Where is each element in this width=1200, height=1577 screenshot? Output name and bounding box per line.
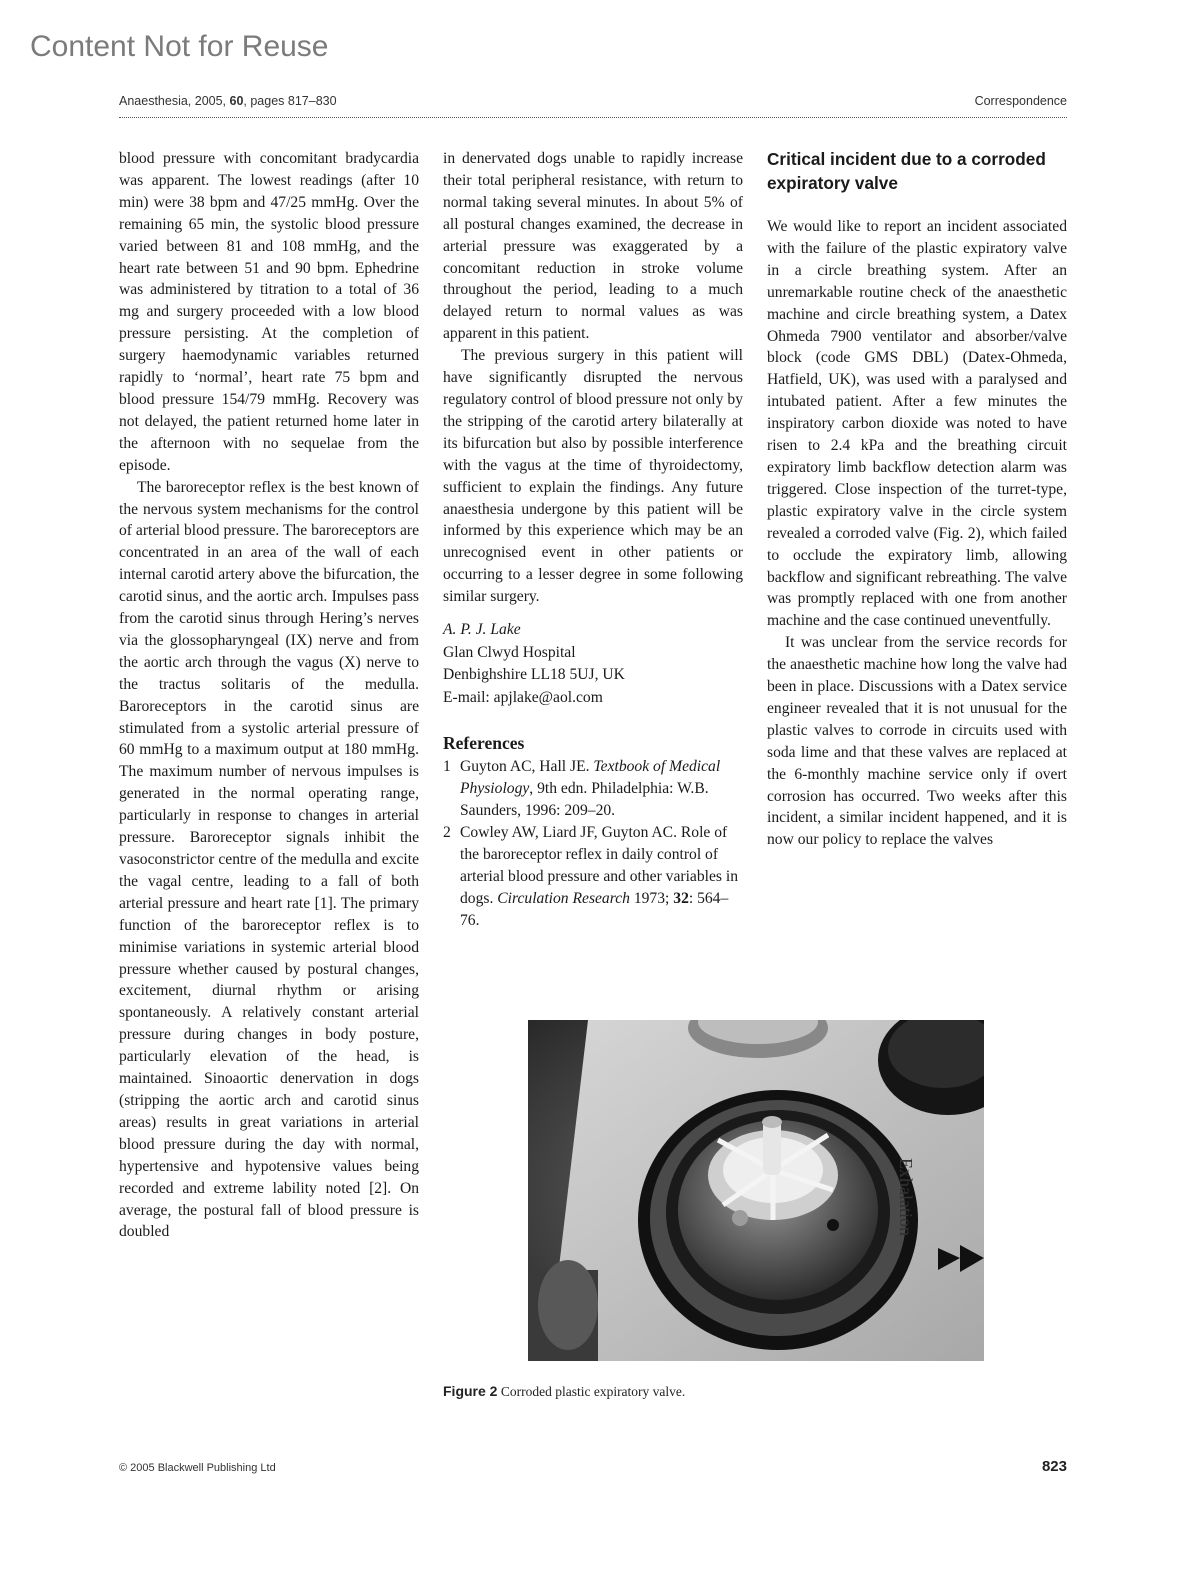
caption-label: Figure 2 <box>443 1383 498 1399</box>
journal-citation: Anaesthesia, 2005, 60, pages 817–830 <box>119 94 337 108</box>
paragraph: The baroreceptor reflex is the best known of the nervous system mechanisms for the control of arterial blood pressure. The baroreceptors are concentrated in an area of the wall of each internal carotid artery above the bifurcation, the carotid sinus, and the aortic arch. Impulses pass from the carotid sinus through Hering’s nerves via the glossopharyngeal (IX) nerve and from the aortic arch through the vagus (X) nerve to the tractus solitaris of the medulla. Baroreceptors in the carotid sinus are stimulated from a systolic arterial pressure of 60 mmHg to a maximum output at 180 mmHg. The maximum number of nervous impulses is generated in the normal operating range, particularly in response to changes in arterial pressure. Baroreceptor signals inhibit the vasoconstrictor centre of the medulla and excite the vagal centre, leading to a fall of both arterial pressure and heart rate [1]. The primary function of the baroreceptor reflex is to minimise variations in systemic arterial blood pressure whether caused by postural changes, excitement, diurnal rhythm or arising spontaneously. A relatively constant arterial pressure during changes in body posture, particularly elevation of the head, is maintained. Sinoaortic denervation in dogs (stripping the aortic arch and carotid sinus areas) results in great variations in arterial blood pressure during the day with normal, hypertensive and hypotensive values being recorded and extreme lability noted [2]. On average, the postural fall of blood pressure is doubled <box>119 478 419 1241</box>
caption-text: Corroded plastic expiratory valve. <box>497 1384 686 1399</box>
figure-caption <box>443 1383 685 1400</box>
header-rule <box>119 117 1067 118</box>
paragraph: We would like to report an incident associated with the failure of the plastic expiratory valve in a circle breathing system. After an unremarkable routine check of the anaesthetic machine and circle breathing system, a Datex Ohmeda 7900 ventilator and absorber/valve block (code GMS DBL) (Datex-Ohmeda, Hatfield, UK), was used with a paralysed and intubated patient. After a few minutes the inspiratory carbon dioxide was noted to have risen to 2.4 kPa and the breathing circuit expiratory limb backflow detection alarm was triggered. Close inspection of the turret-type, plastic expiratory valve in the circle system revealed a corroded valve (Fig. 2), which failed to occlude the expiratory limb, allowing backflow and significant rebreathing. The valve was promptly replaced with one from another machine and the case continued uneventfully. <box>767 218 1067 630</box>
paragraph: It was unclear from the service records for the anaesthetic machine how long the valve had been in place. Discussions with a Datex service engineer revealed that it is not unusual for the plastic valves to corrode in circuits used with soda lime and that these valves are replaced at the 6-monthly machine service only if overt corrosion has occurred. Two weeks after this incident, a similar incident happened, and it is now our policy to replace the valves <box>767 634 1067 849</box>
watermark: Content Not for Reuse <box>30 30 329 63</box>
paragraph: in denervated dogs unable to rapidly increase their total peripheral resistance, with return to normal taking several minutes. In about 5% of all postural changes examined, the decrease in arterial pressure was exaggerated by a concomitant reduction in stroke volume throughout the period, leading to a much delayed return to normal values as was apparent in this patient. <box>443 150 743 343</box>
page-number: 823 <box>1041 1458 1067 1475</box>
references-heading: References <box>443 733 525 754</box>
reference-number: 1 <box>443 758 451 776</box>
author-location: Denbighshire LL18 5UJ, UK <box>443 666 625 684</box>
paragraph: blood pressure with concomitant bradycardia was apparent. The lowest readings (after 10 min) were 38 bpm and 47/25 mmHg. Over the remaining 65 min, the systolic blood pressure varied between 81 and 108 mmHg, and the heart rate between 51 and 90 bpm. Ephedrine was administered by titration to a total of 36 mg and surgery proceeded with a low blood pressure persisting. At the completion of surgery haemodynamic variables returned rapidly to ‘normal’, heart rate 75 bpm and blood pressure 154/79 mmHg. Recovery was not delayed, the patient returned home later in the afternoon with no sequelae from the episode. <box>119 150 419 474</box>
valve-photo-illustration <box>528 1020 984 1361</box>
column-1 <box>119 148 419 1243</box>
author-email[interactable]: E-mail: apjlake@aol.com <box>443 688 603 706</box>
column-2 <box>443 148 743 932</box>
figure-photo <box>528 1020 984 1361</box>
copyright: © 2005 Blackwell Publishing Ltd <box>119 1462 276 1474</box>
photo-label: Exhalation <box>896 1158 916 1236</box>
reference-item: 1 Guyton AC, Hall JE. Textbook of Medical Physiology, 9th edn. Philadelphia: W.B. Saunders, 1996: 209–20. <box>443 758 721 820</box>
section-name: Correspondence <box>974 94 1067 108</box>
paragraph: The previous surgery in this patient will have significantly disrupted the nervous regulatory control of blood pressure not only by the stripping of the carotid artery bilaterally at its bifurcation but also by possible interference with the vagus at the time of thyroidectomy, sufficient to explain the findings. Any future anaesthesia undergone by this patient will be informed by this experience which may be an unrecognised event in other patients or occurring to a lesser degree in some following similar surgery. <box>443 347 743 606</box>
author-signature <box>443 619 743 709</box>
column-3 <box>767 148 1067 851</box>
author-affiliation: Glan Clwyd Hospital <box>443 643 576 661</box>
author-name: A. P. J. Lake <box>443 621 521 639</box>
reference-number: 2 <box>443 824 451 842</box>
article-title: Critical incident due to a corroded expiratory valve <box>767 149 1046 193</box>
reference-item: 2 Cowley AW, Liard JF, Guyton AC. Role of the baroreceptor reflex in daily control of arterial blood pressure and other variables in dogs. Circulation Research 1973; 32: 564–76. <box>443 824 738 930</box>
